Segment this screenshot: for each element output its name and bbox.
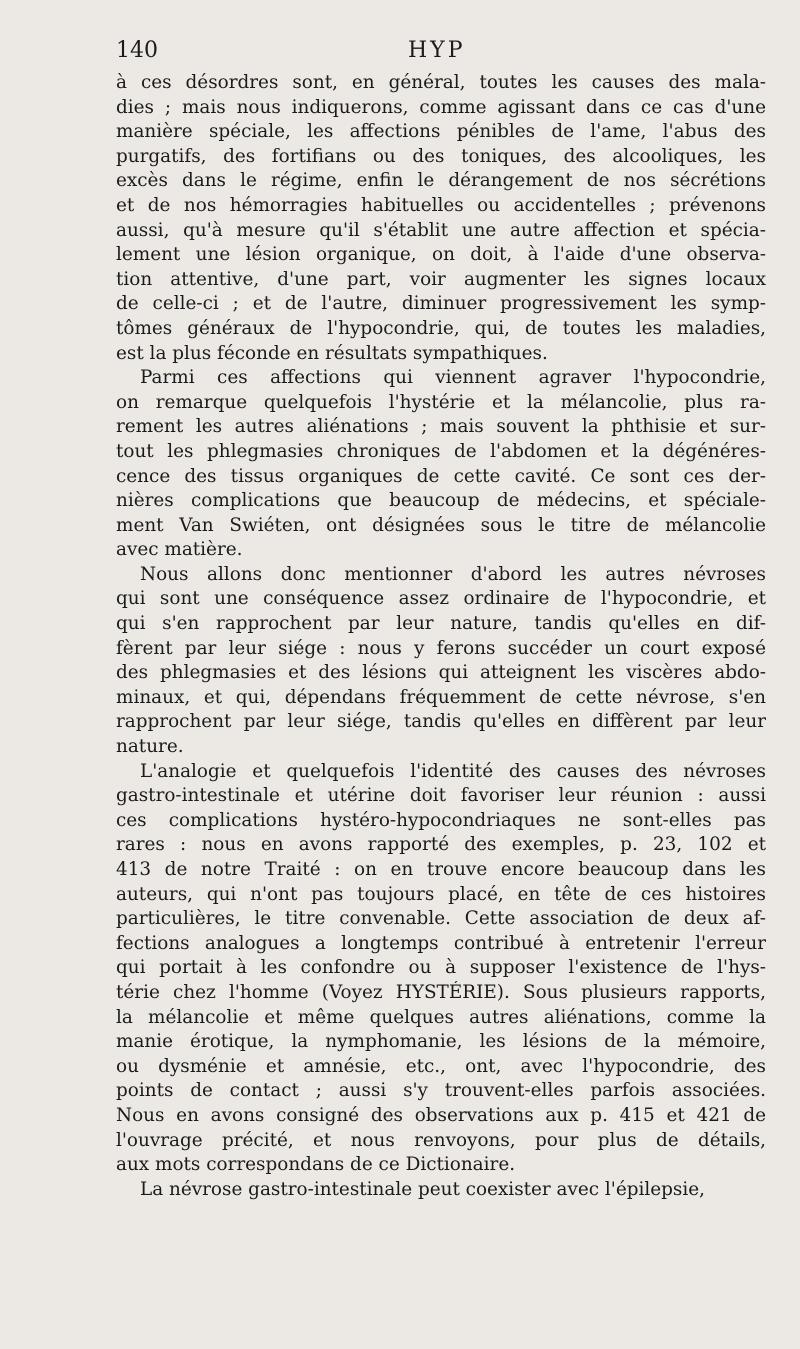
text-line: particulières, le titre convenable. Cette association de deux af-	[116, 908, 766, 930]
text-line: est la plus féconde en résultats sympathiques.	[116, 342, 548, 364]
paragraph	[116, 366, 766, 563]
text-line: tion attentive, d'une part, voir augmenter les signes locaux	[116, 268, 766, 290]
text-line: minaux, et qui, dépendans fréquemment de cette névrose, s'en	[116, 686, 766, 708]
text-line: manière spéciale, les affections pénibles de l'ame, l'abus des	[116, 121, 766, 143]
paragraph	[116, 563, 766, 760]
text-line: fections analogues a longtemps contribué à entretenir l'erreur	[116, 932, 766, 954]
body-text	[116, 71, 766, 1202]
text-line: nature.	[116, 736, 184, 758]
text-line: fèrent par leur siége : nous y ferons succéder un court exposé	[116, 637, 766, 659]
text-line: la mélancolie et même quelques autres aliénations, comme la	[116, 1006, 766, 1028]
text-line: tout les phlegmasies chroniques de l'abdomen et la dégénéres-	[116, 440, 766, 462]
text-line: ces complications hystéro-hypocondriaques ne sont-elles pas	[116, 809, 766, 831]
text-line: Nous allons donc mentionner d'abord les autres névroses	[140, 563, 766, 585]
text-line: cence des tissus organiques de cette cavité. Ce sont ces der-	[116, 465, 766, 487]
text-line: Parmi ces affections qui viennent agraver l'hypocondrie,	[140, 367, 766, 389]
text-line: rapprochent par leur siége, tandis qu'elles en diffèrent par leur	[116, 711, 766, 733]
text-line: points de contact ; aussi s'y trouvent-elles parfois associées.	[116, 1080, 766, 1102]
text-line: Nous en avons consigné des observations aux p. 415 et 421 de	[116, 1104, 766, 1126]
text-line: de celle-ci ; et de l'autre, diminuer progressivement les symp-	[116, 293, 766, 315]
text-line: dies ; mais nous indiquerons, comme agissant dans ce cas d'une	[116, 96, 766, 118]
text-line: excès dans le régime, enfin le dérangement de nos sécrétions	[116, 170, 766, 192]
text-line: rement les autres aliénations ; mais souvent la phthisie et sur-	[116, 416, 766, 438]
paragraph	[116, 1178, 766, 1203]
text-line: rares : nous en avons rapporté des exemples, p. 23, 102 et	[116, 834, 766, 856]
text-line: nières complications que beaucoup de médecins, et spéciale-	[116, 490, 766, 512]
text-line: aussi, qu'à mesure qu'il s'établit une autre affection et spécia-	[116, 219, 766, 241]
page-number: 140	[116, 38, 158, 63]
text-line: ou dysménie et amnésie, etc., ont, avec l'hypocondrie, des	[116, 1055, 766, 1077]
text-line: des phlegmasies et des lésions qui atteignent les viscères abdo-	[116, 662, 766, 684]
text-line: à ces désordres sont, en général, toutes les causes des mala-	[116, 72, 766, 93]
text-line: tômes généraux de l'hypocondrie, qui, de toutes les maladies,	[116, 317, 766, 339]
text-line: avec matière.	[116, 539, 243, 561]
text-line: ment Van Swiéten, ont désignées sous le titre de mélancolie	[116, 514, 766, 536]
text-line: purgatifs, des fortifians ou des toniques, des alcooliques, les	[116, 145, 766, 167]
text-line: gastro-intestinale et utérine doit favoriser leur réunion : aussi	[116, 785, 766, 807]
text-line: qui portait à les confondre ou à supposer l'existence de l'hys-	[116, 957, 766, 979]
text-line: lement une lésion organique, on doit, à l'aide d'une observa-	[116, 244, 766, 266]
running-head: HYP	[408, 38, 466, 63]
paragraph	[116, 760, 766, 1178]
text-line: 413 de notre Traité : on en trouve encore beaucoup dans les	[116, 859, 766, 880]
text-line: manie érotique, la nymphomanie, les lésions de la mémoire,	[116, 1031, 766, 1053]
page-header	[116, 38, 766, 68]
text-line: térie chez l'homme (Voyez HYSTÉRIE). Sous plusieurs rapports,	[116, 981, 766, 1003]
text-line: et de nos hémorragies habituelles ou accidentelles ; prévenons	[116, 194, 766, 216]
text-line: auteurs, qui n'ont pas toujours placé, en tête de ces histoires	[116, 883, 766, 905]
text-line: qui sont une conséquence assez ordinaire de l'hypocondrie, et	[116, 588, 766, 610]
text-line: on remarque quelquefois l'hystérie et la mélancolie, plus ra-	[116, 391, 766, 413]
text-line: aux mots correspondans de ce Dictionaire.	[116, 1154, 516, 1176]
paragraph	[116, 71, 766, 366]
text-line: l'ouvrage précité, et nous renvoyons, pour plus de détails,	[116, 1129, 766, 1151]
text-line: La névrose gastro-intestinale peut coexister avec l'épilepsie,	[140, 1178, 705, 1200]
text-line: L'analogie et quelquefois l'identité des causes des névroses	[140, 760, 766, 782]
text-line: qui s'en rapprochent par leur nature, tandis qu'elles en dif-	[116, 613, 766, 635]
